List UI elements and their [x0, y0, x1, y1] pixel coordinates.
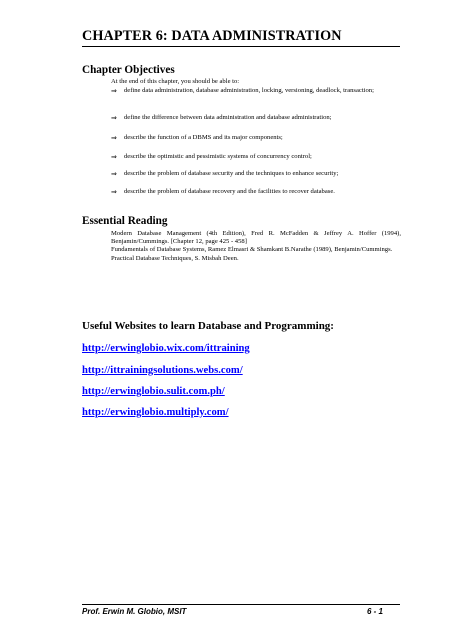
- arrow-icon: ⇒: [111, 134, 117, 142]
- objective-text: describe the problem of database security and the techniques to enhance security;: [124, 170, 339, 177]
- websites-heading: Useful Websites to learn Database and Programming:: [82, 320, 334, 332]
- title-divider: [82, 46, 400, 47]
- website-link[interactable]: http://erwinglobio.sulit.com.ph/: [82, 386, 225, 397]
- arrow-icon: ⇒: [111, 153, 117, 161]
- website-link[interactable]: http://ittrainingsolutions.webs.com/: [82, 365, 243, 376]
- objective-item: [111, 188, 403, 196]
- objective-text: define data administration, database administration, locking, versioning, deadlock, transaction;: [124, 87, 374, 94]
- reading-entry: Practical Database Techniques, S. Misbah Deen.: [111, 254, 239, 262]
- reading-entry: Fundamentals of Database Systems, Ramez Elmasri & Shamkant B.Narathe (1989), Benjamin/Cummings.: [111, 246, 393, 254]
- website-link[interactable]: http://erwinglobio.wix.com/ittraining: [82, 343, 250, 354]
- objective-text: describe the function of a DBMS and its major components;: [124, 134, 283, 141]
- objective-text: describe the problem of database recovery and the facilities to recover database.: [124, 188, 335, 195]
- reading-entry: Modern Database Management (4th Edition), Fred R. McFadden & Jeffrey A. Hoffer (1994), Benjamin/Cummings. [Chapter 12, page 425 - 458]: [111, 230, 401, 246]
- objective-item: [111, 87, 403, 95]
- objective-item: [111, 153, 403, 161]
- footer-author: Prof. Erwin M. Globio, MSIT: [82, 607, 187, 616]
- arrow-icon: ⇒: [111, 170, 117, 178]
- reading-list: [111, 230, 401, 263]
- objectives-heading: Chapter Objectives: [82, 64, 175, 76]
- objective-text: define the difference between data administration and database administration;: [124, 114, 332, 121]
- reading-heading: Essential Reading: [82, 215, 168, 227]
- objectives-intro: At the end of this chapter, you should be able to:: [111, 78, 240, 85]
- footer-divider: [82, 604, 400, 605]
- objective-item: [111, 170, 403, 178]
- objective-text: describe the optimistic and pessimistic systems of concurrency control;: [124, 153, 312, 160]
- footer-page-number: 6 - 1: [367, 607, 384, 616]
- arrow-icon: ⇒: [111, 87, 117, 95]
- objective-item: [111, 134, 403, 142]
- objective-item: [111, 114, 403, 122]
- arrow-icon: ⇒: [111, 114, 117, 122]
- arrow-icon: ⇒: [111, 188, 117, 196]
- chapter-title: CHAPTER 6: DATA ADMINISTRATION: [82, 28, 342, 44]
- website-link[interactable]: http://erwinglobio.multiply.com/: [82, 407, 229, 418]
